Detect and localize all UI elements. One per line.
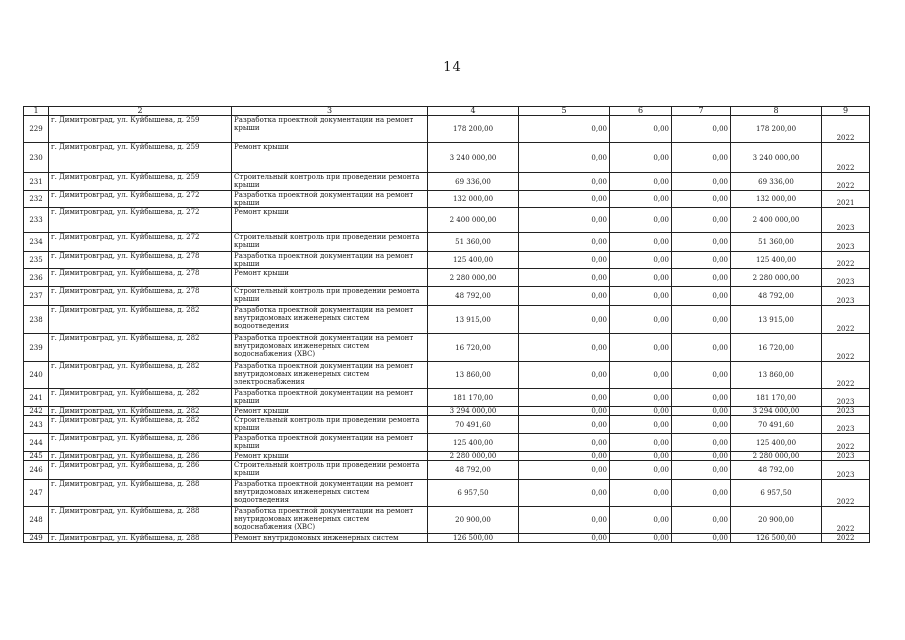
address-cell: г. Димитровград, ул. Куйбышева, д. 282 bbox=[49, 407, 232, 416]
table-row bbox=[24, 416, 870, 434]
local-budget-cell: 0,00 bbox=[672, 362, 731, 389]
table-row bbox=[24, 191, 870, 208]
year-cell: 2023 bbox=[822, 233, 870, 252]
work-type-cell: Разработка проектной документации на ремонт крыши bbox=[232, 252, 428, 269]
owners-funds-cell: 51 360,00 bbox=[731, 233, 822, 252]
regional-budget-cell: 0,00 bbox=[610, 389, 672, 407]
year-cell: 2022 bbox=[822, 362, 870, 389]
work-type-cell: Разработка проектной документации на ремонт внутридомовых инженерных систем электроснабжения bbox=[232, 362, 428, 389]
address-cell: г. Димитровград, ул. Куйбышева, д. 272 bbox=[49, 208, 232, 233]
col-header-1: 1 bbox=[24, 107, 49, 116]
col-header-7: 7 bbox=[672, 107, 731, 116]
row-number: 237 bbox=[24, 287, 49, 306]
table-row bbox=[24, 306, 870, 334]
fund-cell: 0,00 bbox=[519, 287, 610, 306]
regional-budget-cell: 0,00 bbox=[610, 306, 672, 334]
row-number: 246 bbox=[24, 461, 49, 480]
local-budget-cell: 0,00 bbox=[672, 306, 731, 334]
owners-funds-cell: 6 957,50 bbox=[731, 480, 822, 507]
total-cost-cell: 181 170,00 bbox=[428, 389, 519, 407]
fund-cell: 0,00 bbox=[519, 116, 610, 143]
col-header-3: 3 bbox=[232, 107, 428, 116]
local-budget-cell: 0,00 bbox=[672, 191, 731, 208]
column-number-row bbox=[24, 107, 870, 116]
work-type-cell: Разработка проектной документации на ремонт внутридомовых инженерных систем водоотведения bbox=[232, 480, 428, 507]
address-cell: г. Димитровград, ул. Куйбышева, д. 282 bbox=[49, 389, 232, 407]
row-number: 231 bbox=[24, 173, 49, 191]
fund-cell: 0,00 bbox=[519, 334, 610, 362]
work-type-cell: Строительный контроль при проведении ремонта крыши bbox=[232, 287, 428, 306]
local-budget-cell: 0,00 bbox=[672, 233, 731, 252]
work-type-cell: Ремонт крыши bbox=[232, 269, 428, 287]
table-row bbox=[24, 287, 870, 306]
row-number: 248 bbox=[24, 507, 49, 534]
work-type-cell: Ремонт внутридомовых инженерных систем bbox=[232, 534, 428, 543]
regional-budget-cell: 0,00 bbox=[610, 252, 672, 269]
fund-cell: 0,00 bbox=[519, 534, 610, 543]
local-budget-cell: 0,00 bbox=[672, 389, 731, 407]
regional-budget-cell: 0,00 bbox=[610, 287, 672, 306]
address-cell: г. Димитровград, ул. Куйбышева, д. 286 bbox=[49, 452, 232, 461]
work-type-cell: Строительный контроль при проведении ремонта крыши bbox=[232, 416, 428, 434]
year-cell: 2022 bbox=[822, 173, 870, 191]
year-cell: 2023 bbox=[822, 416, 870, 434]
table-row bbox=[24, 507, 870, 534]
regional-budget-cell: 0,00 bbox=[610, 407, 672, 416]
total-cost-cell: 16 720,00 bbox=[428, 334, 519, 362]
table-row bbox=[24, 116, 870, 143]
year-cell: 2023 bbox=[822, 287, 870, 306]
col-header-8: 8 bbox=[731, 107, 822, 116]
fund-cell: 0,00 bbox=[519, 252, 610, 269]
table-row bbox=[24, 334, 870, 362]
owners-funds-cell: 48 792,00 bbox=[731, 287, 822, 306]
year-cell: 2023 bbox=[822, 269, 870, 287]
total-cost-cell: 125 400,00 bbox=[428, 434, 519, 452]
table-body bbox=[24, 116, 870, 543]
year-cell: 2022 bbox=[822, 434, 870, 452]
fund-cell: 0,00 bbox=[519, 389, 610, 407]
total-cost-cell: 13 915,00 bbox=[428, 306, 519, 334]
col-header-4: 4 bbox=[428, 107, 519, 116]
total-cost-cell: 70 491,60 bbox=[428, 416, 519, 434]
row-number: 236 bbox=[24, 269, 49, 287]
year-cell: 2022 bbox=[822, 116, 870, 143]
regional-budget-cell: 0,00 bbox=[610, 434, 672, 452]
row-number: 244 bbox=[24, 434, 49, 452]
regional-budget-cell: 0,00 bbox=[610, 461, 672, 480]
regional-budget-cell: 0,00 bbox=[610, 507, 672, 534]
total-cost-cell: 2 400 000,00 bbox=[428, 208, 519, 233]
owners-funds-cell: 181 170,00 bbox=[731, 389, 822, 407]
regional-budget-cell: 0,00 bbox=[610, 173, 672, 191]
work-type-cell: Разработка проектной документации на ремонт внутридомовых инженерных систем водоснабжения (ХВС) bbox=[232, 507, 428, 534]
regional-budget-cell: 0,00 bbox=[610, 191, 672, 208]
table-row bbox=[24, 143, 870, 173]
year-cell: 2022 bbox=[822, 507, 870, 534]
table-row bbox=[24, 362, 870, 389]
work-type-cell: Строительный контроль при проведении ремонта крыши bbox=[232, 233, 428, 252]
fund-cell: 0,00 bbox=[519, 306, 610, 334]
work-type-cell: Строительный контроль при проведении ремонта крыши bbox=[232, 173, 428, 191]
fund-cell: 0,00 bbox=[519, 407, 610, 416]
local-budget-cell: 0,00 bbox=[672, 434, 731, 452]
year-cell: 2022 bbox=[822, 143, 870, 173]
table-row bbox=[24, 389, 870, 407]
address-cell: г. Димитровград, ул. Куйбышева, д. 278 bbox=[49, 252, 232, 269]
year-cell: 2021 bbox=[822, 191, 870, 208]
address-cell: г. Димитровград, ул. Куйбышева, д. 282 bbox=[49, 416, 232, 434]
row-number: 238 bbox=[24, 306, 49, 334]
total-cost-cell: 20 900,00 bbox=[428, 507, 519, 534]
regional-budget-cell: 0,00 bbox=[610, 269, 672, 287]
year-cell: 2022 bbox=[822, 480, 870, 507]
year-cell: 2023 bbox=[822, 389, 870, 407]
total-cost-cell: 3 240 000,00 bbox=[428, 143, 519, 173]
work-type-cell: Разработка проектной документации на ремонт внутридомовых инженерных систем водоотведения bbox=[232, 306, 428, 334]
fund-cell: 0,00 bbox=[519, 191, 610, 208]
year-cell: 2023 bbox=[822, 208, 870, 233]
work-type-cell: Строительный контроль при проведении ремонта крыши bbox=[232, 461, 428, 480]
total-cost-cell: 48 792,00 bbox=[428, 287, 519, 306]
col-header-5: 5 bbox=[519, 107, 610, 116]
row-number: 242 bbox=[24, 407, 49, 416]
owners-funds-cell: 13 915,00 bbox=[731, 306, 822, 334]
regional-budget-cell: 0,00 bbox=[610, 116, 672, 143]
fund-cell: 0,00 bbox=[519, 143, 610, 173]
work-type-cell: Ремонт крыши bbox=[232, 452, 428, 461]
local-budget-cell: 0,00 bbox=[672, 480, 731, 507]
total-cost-cell: 2 280 000,00 bbox=[428, 269, 519, 287]
row-number: 232 bbox=[24, 191, 49, 208]
regional-budget-cell: 0,00 bbox=[610, 208, 672, 233]
work-type-cell: Разработка проектной документации на ремонт внутридомовых инженерных систем водоснабжения (ХВС) bbox=[232, 334, 428, 362]
local-budget-cell: 0,00 bbox=[672, 507, 731, 534]
row-number: 233 bbox=[24, 208, 49, 233]
col-header-2: 2 bbox=[49, 107, 232, 116]
fund-cell: 0,00 bbox=[519, 362, 610, 389]
owners-funds-cell: 3 294 000,00 bbox=[731, 407, 822, 416]
address-cell: г. Димитровград, ул. Куйбышева, д. 282 bbox=[49, 306, 232, 334]
address-cell: г. Димитровград, ул. Куйбышева, д. 272 bbox=[49, 233, 232, 252]
address-cell: г. Димитровград, ул. Куйбышева, д. 286 bbox=[49, 434, 232, 452]
regional-budget-cell: 0,00 bbox=[610, 416, 672, 434]
owners-funds-cell: 125 400,00 bbox=[731, 252, 822, 269]
local-budget-cell: 0,00 bbox=[672, 334, 731, 362]
regional-budget-cell: 0,00 bbox=[610, 480, 672, 507]
local-budget-cell: 0,00 bbox=[672, 287, 731, 306]
regional-budget-cell: 0,00 bbox=[610, 233, 672, 252]
table-row bbox=[24, 434, 870, 452]
fund-cell: 0,00 bbox=[519, 507, 610, 534]
fund-cell: 0,00 bbox=[519, 173, 610, 191]
total-cost-cell: 51 360,00 bbox=[428, 233, 519, 252]
col-header-6: 6 bbox=[610, 107, 672, 116]
regional-budget-cell: 0,00 bbox=[610, 143, 672, 173]
table-row bbox=[24, 208, 870, 233]
row-number: 243 bbox=[24, 416, 49, 434]
work-type-cell: Ремонт крыши bbox=[232, 143, 428, 173]
owners-funds-cell: 178 200,00 bbox=[731, 116, 822, 143]
regional-budget-cell: 0,00 bbox=[610, 334, 672, 362]
regional-budget-cell: 0,00 bbox=[610, 452, 672, 461]
local-budget-cell: 0,00 bbox=[672, 452, 731, 461]
address-cell: г. Димитровград, ул. Куйбышева, д. 282 bbox=[49, 362, 232, 389]
total-cost-cell: 132 000,00 bbox=[428, 191, 519, 208]
total-cost-cell: 125 400,00 bbox=[428, 252, 519, 269]
local-budget-cell: 0,00 bbox=[672, 116, 731, 143]
work-type-cell: Разработка проектной документации на ремонт крыши bbox=[232, 434, 428, 452]
local-budget-cell: 0,00 bbox=[672, 416, 731, 434]
fund-cell: 0,00 bbox=[519, 269, 610, 287]
owners-funds-cell: 48 792,00 bbox=[731, 461, 822, 480]
total-cost-cell: 178 200,00 bbox=[428, 116, 519, 143]
owners-funds-cell: 2 280 000,00 bbox=[731, 452, 822, 461]
col-header-9: 9 bbox=[822, 107, 870, 116]
row-number: 235 bbox=[24, 252, 49, 269]
owners-funds-cell: 2 280 000,00 bbox=[731, 269, 822, 287]
fund-cell: 0,00 bbox=[519, 434, 610, 452]
owners-funds-cell: 132 000,00 bbox=[731, 191, 822, 208]
table-row bbox=[24, 233, 870, 252]
regional-budget-cell: 0,00 bbox=[610, 362, 672, 389]
owners-funds-cell: 125 400,00 bbox=[731, 434, 822, 452]
table-row bbox=[24, 480, 870, 507]
total-cost-cell: 48 792,00 bbox=[428, 461, 519, 480]
total-cost-cell: 3 294 000,00 bbox=[428, 407, 519, 416]
total-cost-cell: 13 860,00 bbox=[428, 362, 519, 389]
owners-funds-cell: 2 400 000,00 bbox=[731, 208, 822, 233]
address-cell: г. Димитровград, ул. Куйбышева, д. 272 bbox=[49, 191, 232, 208]
owners-funds-cell: 126 500,00 bbox=[731, 534, 822, 543]
row-number: 229 bbox=[24, 116, 49, 143]
owners-funds-cell: 70 491,60 bbox=[731, 416, 822, 434]
row-number: 234 bbox=[24, 233, 49, 252]
fund-cell: 0,00 bbox=[519, 233, 610, 252]
work-type-cell: Разработка проектной документации на ремонт крыши bbox=[232, 191, 428, 208]
table-row bbox=[24, 534, 870, 543]
work-type-cell: Ремонт крыши bbox=[232, 208, 428, 233]
row-number: 240 bbox=[24, 362, 49, 389]
year-cell: 2022 bbox=[822, 334, 870, 362]
address-cell: г. Димитровград, ул. Куйбышева, д. 288 bbox=[49, 534, 232, 543]
local-budget-cell: 0,00 bbox=[672, 143, 731, 173]
owners-funds-cell: 20 900,00 bbox=[731, 507, 822, 534]
work-type-cell: Ремонт крыши bbox=[232, 407, 428, 416]
row-number: 245 bbox=[24, 452, 49, 461]
fund-cell: 0,00 bbox=[519, 452, 610, 461]
row-number: 241 bbox=[24, 389, 49, 407]
address-cell: г. Димитровград, ул. Куйбышева, д. 288 bbox=[49, 507, 232, 534]
owners-funds-cell: 16 720,00 bbox=[731, 334, 822, 362]
row-number: 239 bbox=[24, 334, 49, 362]
owners-funds-cell: 13 860,00 bbox=[731, 362, 822, 389]
address-cell: г. Димитровград, ул. Куйбышева, д. 259 bbox=[49, 143, 232, 173]
total-cost-cell: 6 957,50 bbox=[428, 480, 519, 507]
address-cell: г. Димитровград, ул. Куйбышева, д. 286 bbox=[49, 461, 232, 480]
fund-cell: 0,00 bbox=[519, 461, 610, 480]
address-cell: г. Димитровград, ул. Куйбышева, д. 278 bbox=[49, 269, 232, 287]
fund-cell: 0,00 bbox=[519, 480, 610, 507]
row-number: 247 bbox=[24, 480, 49, 507]
address-cell: г. Димитровград, ул. Куйбышева, д. 282 bbox=[49, 334, 232, 362]
local-budget-cell: 0,00 bbox=[672, 252, 731, 269]
row-number: 249 bbox=[24, 534, 49, 543]
total-cost-cell: 2 280 000,00 bbox=[428, 452, 519, 461]
repair-schedule-table bbox=[23, 106, 870, 543]
fund-cell: 0,00 bbox=[519, 208, 610, 233]
local-budget-cell: 0,00 bbox=[672, 208, 731, 233]
local-budget-cell: 0,00 bbox=[672, 173, 731, 191]
work-type-cell: Разработка проектной документации на ремонт крыши bbox=[232, 389, 428, 407]
regional-budget-cell: 0,00 bbox=[610, 534, 672, 543]
address-cell: г. Димитровград, ул. Куйбышева, д. 259 bbox=[49, 173, 232, 191]
total-cost-cell: 69 336,00 bbox=[428, 173, 519, 191]
address-cell: г. Димитровград, ул. Куйбышева, д. 288 bbox=[49, 480, 232, 507]
address-cell: г. Димитровград, ул. Куйбышева, д. 259 bbox=[49, 116, 232, 143]
year-cell: 2023 bbox=[822, 461, 870, 480]
address-cell: г. Димитровград, ул. Куйбышева, д. 278 bbox=[49, 287, 232, 306]
table-row bbox=[24, 407, 870, 416]
owners-funds-cell: 3 240 000,00 bbox=[731, 143, 822, 173]
year-cell: 2023 bbox=[822, 407, 870, 416]
local-budget-cell: 0,00 bbox=[672, 269, 731, 287]
year-cell: 2022 bbox=[822, 534, 870, 543]
table-row bbox=[24, 252, 870, 269]
local-budget-cell: 0,00 bbox=[672, 407, 731, 416]
table-row bbox=[24, 269, 870, 287]
row-number: 230 bbox=[24, 143, 49, 173]
local-budget-cell: 0,00 bbox=[672, 461, 731, 480]
year-cell: 2023 bbox=[822, 452, 870, 461]
table-row bbox=[24, 452, 870, 461]
table-row bbox=[24, 461, 870, 480]
year-cell: 2022 bbox=[822, 306, 870, 334]
page-number: 14 bbox=[443, 60, 462, 75]
year-cell: 2022 bbox=[822, 252, 870, 269]
table-row bbox=[24, 173, 870, 191]
local-budget-cell: 0,00 bbox=[672, 534, 731, 543]
work-type-cell: Разработка проектной документации на ремонт крыши bbox=[232, 116, 428, 143]
fund-cell: 0,00 bbox=[519, 416, 610, 434]
owners-funds-cell: 69 336,00 bbox=[731, 173, 822, 191]
total-cost-cell: 126 500,00 bbox=[428, 534, 519, 543]
